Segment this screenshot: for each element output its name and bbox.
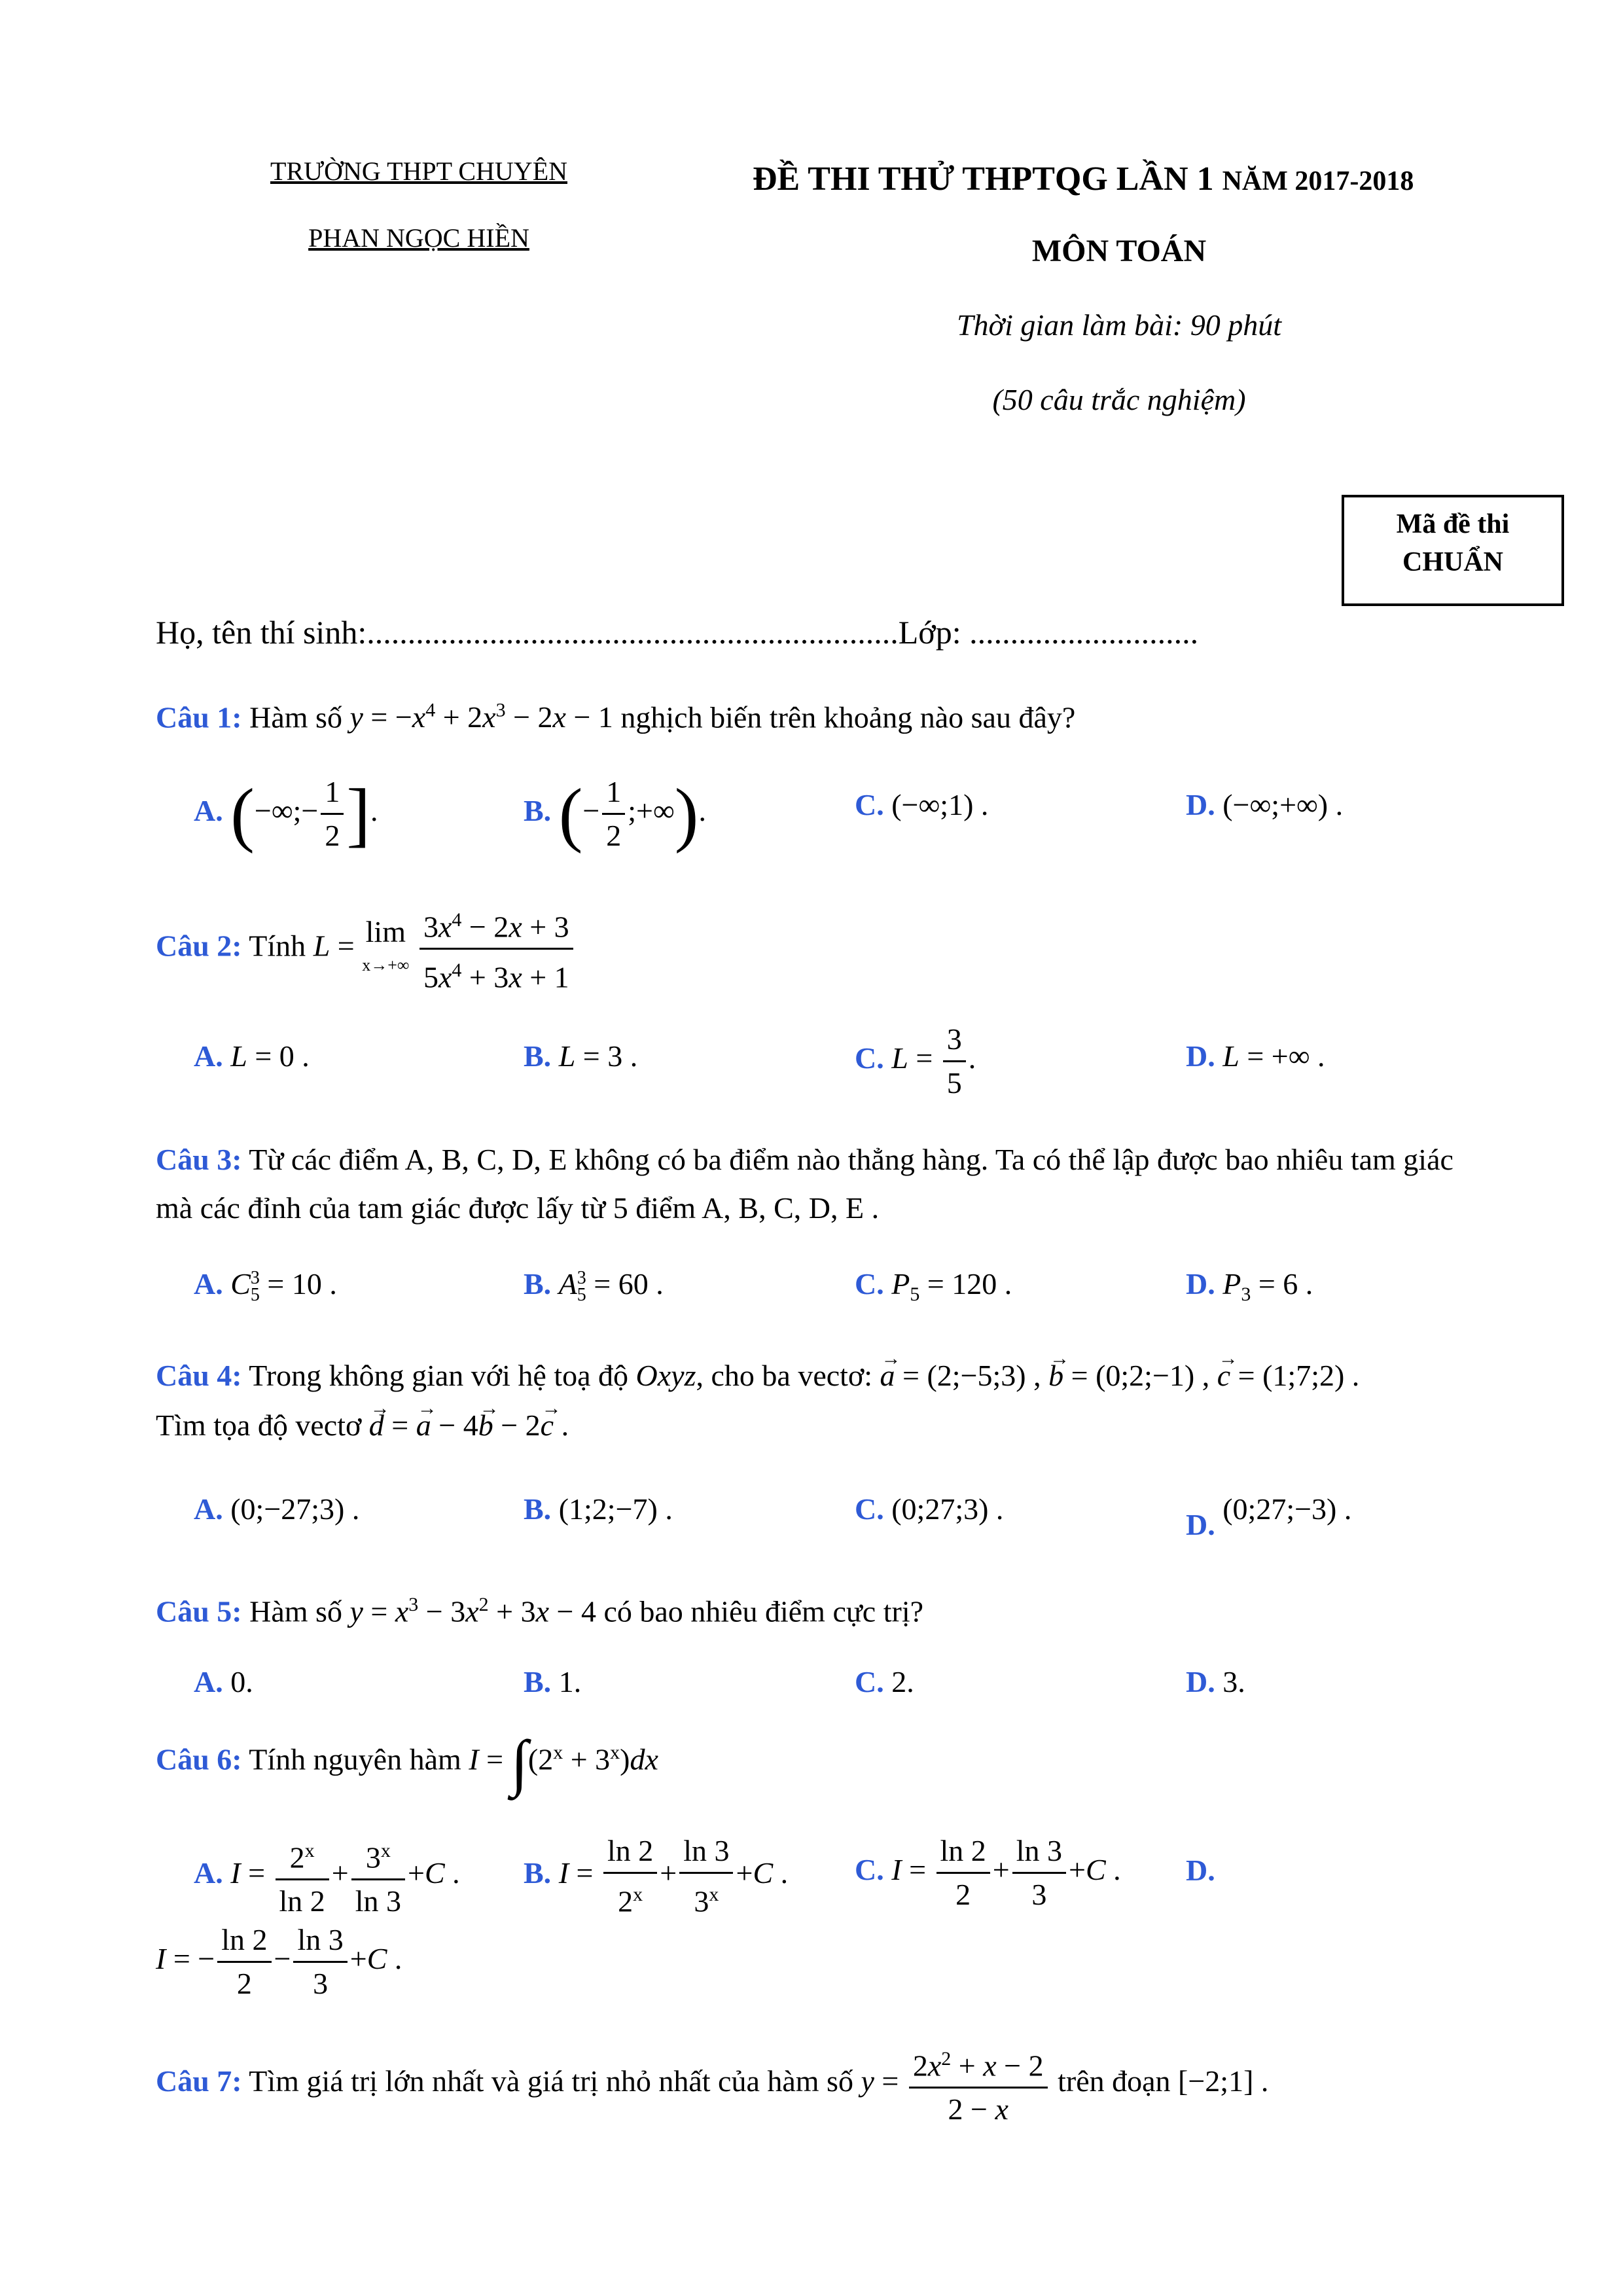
- exam-duration: Thời gian làm bài: 90 phút: [956, 308, 1282, 342]
- question-3-line1: [156, 1140, 1454, 1179]
- school-name-line2: PHAN NGỌC HIỀN: [308, 223, 529, 253]
- q6-option-a: A. I = $\frac{2^x}{\ln 2}$ + $\frac{3^x}{\ln 3}$ +C .: [194, 1830, 460, 1922]
- q1-post: nghịch biến trên khoảng nào sau đây?: [620, 700, 1076, 734]
- q2-label: Câu 2:: [156, 929, 242, 963]
- q1-formula: $y = -x^4 + 2x^3 - 2x - 1$: [349, 700, 613, 734]
- question-5: Câu 5: Hàm số $y = x^3 - 3x^2 + 3x - 4$ có bao nhiêu điểm cực trị?: [156, 1594, 924, 1628]
- class-label: Lớp:: [898, 614, 961, 651]
- option-letter: D.: [1186, 788, 1215, 821]
- option-letter: C.: [855, 1665, 884, 1698]
- option-letter: D.: [1186, 1854, 1215, 1887]
- option-letter: C.: [855, 1492, 884, 1526]
- option-letter: A.: [194, 1492, 223, 1526]
- q6-option-b: B. I = $\frac{\ln 2}{2^x}$ + $\frac{\ln 3}{3^x}$ +C .: [524, 1830, 788, 1922]
- q3-label: Câu 3:: [156, 1143, 242, 1176]
- option-letter: B.: [524, 1039, 552, 1073]
- q5-option-d: [1186, 1662, 1245, 1702]
- q3-option-b: B. A3 5 = 60 .: [524, 1267, 664, 1306]
- question-1: [156, 691, 1075, 737]
- q3-option-c: C. $P_5 = 120$ .: [855, 1267, 1012, 1306]
- option-letter: B.: [524, 1267, 552, 1300]
- option-letter: D.: [1186, 1665, 1215, 1698]
- q4-option-c: C. (0;27;3) .: [855, 1492, 1004, 1526]
- q2-pre: Tính: [249, 929, 306, 963]
- option-text: 2.: [891, 1665, 914, 1698]
- option-text: 3.: [1222, 1665, 1245, 1698]
- question-2: Câu 2: Tính L = lim x→+∞ $\frac{3x^4 - 2x + 3}{5x^4 + 3x + 1}$: [156, 899, 576, 999]
- q3-line1: Từ các điểm A, B, C, D, E không có ba điểm nào thẳng hàng. Ta có thể lập được bao nhiêu tam giác: [249, 1143, 1454, 1176]
- q3-option-d: D. $P_3 = 6$ .: [1186, 1267, 1313, 1306]
- option-letter: B.: [524, 1856, 552, 1890]
- q7-pre: Tìm giá trị lớn nhất và giá trị nhỏ nhất của hàm số: [249, 2064, 853, 2098]
- option-letter: B.: [524, 1492, 552, 1526]
- option-letter: D.: [1186, 1039, 1215, 1073]
- q5-option-b: [524, 1662, 581, 1702]
- q6-option-c: C. I = $\frac{\ln 2}{2}$ + $\frac{\ln 3}{3}$ +C .: [855, 1830, 1121, 1916]
- student-info-line: [156, 613, 1198, 652]
- q5-pre: Hàm số: [249, 1594, 342, 1628]
- q1-option-d: D. (−∞;+∞) .: [1186, 788, 1344, 821]
- option-letter: A.: [194, 1039, 223, 1073]
- option-text: 1.: [558, 1665, 582, 1698]
- option-letter: A.: [194, 794, 223, 828]
- q6-option-d: I = − $\frac{\ln 2}{2}$ − $\frac{\ln 3}{3}$ +C .: [156, 1919, 402, 2005]
- question-count: (50 câu trắc nghiệm): [992, 383, 1246, 416]
- option-letter: B.: [524, 1665, 552, 1698]
- q3-option-a: A. C3 5 = 10 .: [194, 1267, 337, 1306]
- q6-option-d-letter: [1186, 1851, 1215, 1890]
- q4-line1: Trong không gian với hệ toạ độ: [249, 1359, 629, 1392]
- q6-label: Câu 6:: [156, 1742, 242, 1776]
- question-4-line1: Câu 4: Trong không gian với hệ toạ độ Oxyz, cho ba vectơ: → a = (2;−5;3) , → b = (0;2;−1) , → c = (1;7;2) .: [156, 1356, 1359, 1395]
- option-letter: A.: [194, 1267, 223, 1300]
- exam-subject: MÔN TOÁN: [1031, 234, 1207, 268]
- q5-option-c: [855, 1662, 914, 1702]
- exam-code-label: Mã đề thi: [1396, 509, 1510, 539]
- option-letter: C.: [855, 788, 884, 821]
- q1-pre: Hàm số: [249, 700, 342, 734]
- q6-pre: Tính nguyên hàm: [249, 1742, 461, 1776]
- exam-year: NĂM 2017-2018: [1222, 166, 1414, 196]
- q4-oxyz: Oxyz: [635, 1359, 696, 1392]
- q4-label: Câu 4:: [156, 1359, 242, 1392]
- question-6: Câu 6: Tính nguyên hàm $I = \int(2^x + 3^x)dx$: [156, 1727, 658, 1797]
- q4-line1b: , cho ba vectơ:: [696, 1359, 873, 1392]
- q5-post: có bao nhiêu điểm cực trị?: [603, 1594, 924, 1628]
- q2-option-d: D. L = +∞ .: [1186, 1039, 1325, 1073]
- q1-option-b: B. (− $\frac{1}{2}$ ;+∞).: [524, 771, 706, 857]
- q1-option-c: C. (−∞;1) .: [855, 788, 989, 821]
- q4-line2: Tìm tọa độ vectơ: [156, 1408, 362, 1442]
- class-dots: ............................: [961, 614, 1199, 651]
- option-letter: D.: [1186, 1267, 1215, 1300]
- q1-option-a: A. (−∞;− $\frac{1}{2}$ ].: [194, 771, 378, 857]
- q2-option-c: C. L = $\frac{3}{5}$ .: [855, 1018, 976, 1104]
- name-label: Họ, tên thí sinh:: [156, 614, 367, 651]
- q2-option-b: B. L = 3 .: [524, 1039, 638, 1073]
- q5-label: Câu 5:: [156, 1594, 242, 1628]
- q7-post: trên đoạn: [1058, 2064, 1171, 2098]
- exam-code-value: CHUẨN: [1402, 547, 1503, 577]
- exam-title: [753, 160, 1414, 198]
- school-name-line1: TRƯỜNG THPT CHUYÊN: [270, 156, 568, 186]
- q7-label: Câu 7:: [156, 2064, 242, 2098]
- q4-option-b: B. (1;2;−7) .: [524, 1492, 673, 1526]
- option-text: 0.: [230, 1665, 253, 1698]
- option-letter: C.: [855, 1267, 884, 1300]
- question-7: Câu 7: Tìm giá trị lớn nhất và giá trị nhỏ nhất của hàm số y = $\frac{2x^2 + x - 2}{2 - x}$ trên đoạn [−2;1] .: [156, 2038, 1268, 2130]
- question-3-line2: mà các đỉnh của tam giác được lấy từ 5 điểm A, B, C, D, E .: [156, 1191, 880, 1225]
- exam-code-box: [1342, 495, 1564, 606]
- q4-option-d: D. (0;27;−3) .: [1186, 1492, 1352, 1541]
- q4-option-a: A. (0;−27;3) .: [194, 1492, 360, 1526]
- option-letter: A.: [194, 1665, 223, 1698]
- option-letter: C.: [855, 1041, 884, 1075]
- q5-option-a: [194, 1662, 253, 1702]
- q1-label: Câu 1:: [156, 700, 242, 734]
- name-dots: .................................................................: [366, 614, 899, 651]
- exam-title-main: ĐỀ THI THỬ THPTQG LẦN 1: [753, 160, 1214, 198]
- option-letter: B.: [524, 794, 552, 828]
- question-4-line2: Tìm tọa độ vectơ → d = → a − 4→ b − 2→ c .: [156, 1406, 569, 1445]
- option-letter: A.: [194, 1856, 223, 1890]
- option-letter: D.: [1186, 1508, 1215, 1541]
- option-letter: C.: [855, 1853, 884, 1887]
- q2-option-a: A. L = 0 .: [194, 1039, 310, 1073]
